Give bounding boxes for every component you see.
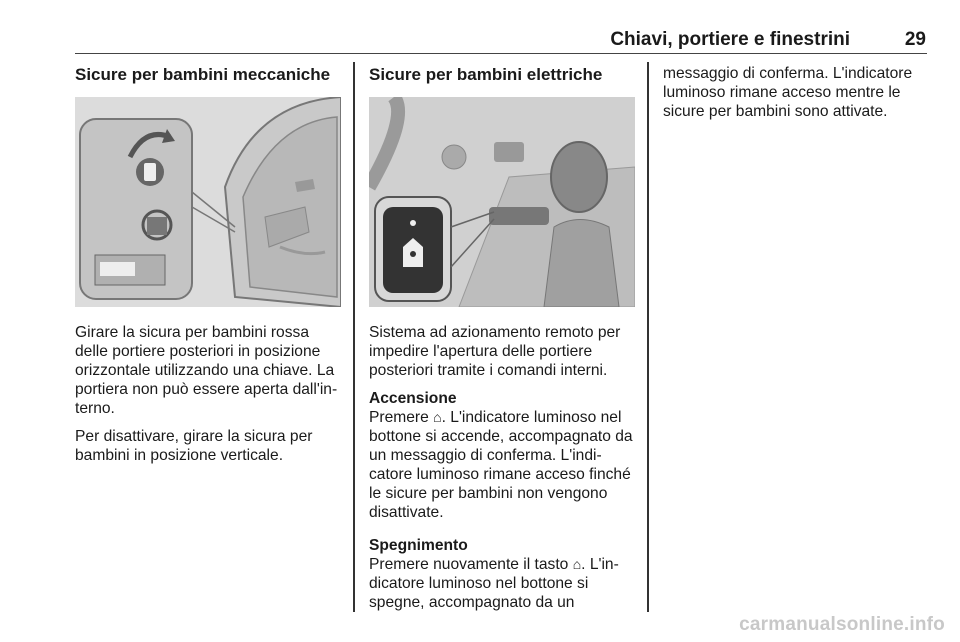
- electric-off-block: [369, 536, 635, 612]
- column-divider-2: [647, 62, 649, 612]
- child-lock-icon: ⌂: [572, 556, 582, 572]
- header-rule: [75, 53, 927, 54]
- right-continuation: messaggio di conferma. L'indicatore luminoso rimane acceso mentre le sicure per bambini sono attivate.: [663, 65, 913, 120]
- middle-column: [369, 64, 635, 621]
- header-title: Chiavi, portiere e finestrini: [610, 29, 850, 50]
- watermark: carmanualsonline.info: [739, 614, 945, 635]
- electric-intro: Sistema ad azionamento remoto per impedire l'apertura delle portiere posteriori tramite i comandi interni.: [369, 324, 621, 379]
- off-text-before: Premere nuovamente il tasto: [369, 556, 573, 573]
- section-heading-mechanical: Sicure per bambini meccaniche: [75, 65, 331, 84]
- mechanical-paragraph-1: Girare la sicura per bambini rossa delle portiere posteriori in posizione orizzontale utilizzando una chiave. La portiera non può essere aperta dall'in-terno.: [75, 324, 338, 417]
- on-text-before: Premere: [369, 409, 434, 426]
- mechanical-child-lock-illustration: [75, 97, 341, 307]
- child-lock-icon: ⌂: [433, 409, 442, 425]
- right-column: [663, 64, 929, 130]
- off-heading: Spegnimento: [369, 537, 468, 554]
- on-text-after: . L'indicatore luminoso nel bottone si accende, accompagnato da un messaggio di conferma. L'indi-catore luminoso rimane acceso finché le sicure per bambini non vengono disattivate.: [369, 409, 633, 521]
- off-text-after: . L'in-dicatore luminoso nel bottone si spegne, accompagnato da un: [369, 556, 619, 611]
- electric-child-lock-illustration: [369, 97, 635, 307]
- electric-on-block: [369, 389, 635, 522]
- left-column: [75, 64, 341, 474]
- page-number: 29: [904, 29, 926, 50]
- on-heading: Accensione: [369, 390, 457, 407]
- column-divider-1: [353, 62, 355, 612]
- section-heading-electric: Sicure per bambini elettriche: [369, 65, 603, 84]
- mechanical-paragraph-2: Per disattivare, girare la sicura per bambini in posizione verticale.: [75, 428, 313, 464]
